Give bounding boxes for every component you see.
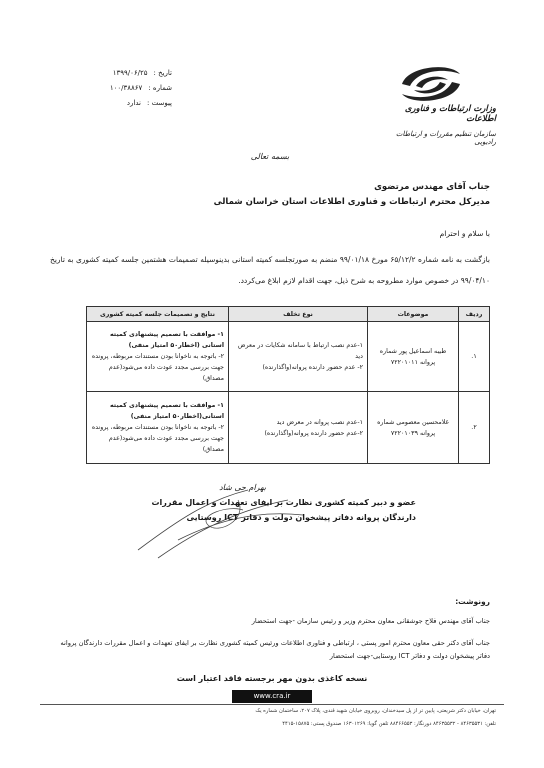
- letter-body: بازگشت به نامه شماره ۶۵/۱۲/۲ مورخ ۹۹/۰۱/۱۸ منضم به صورتجلسه کمیته استانی بدینوسیله تصمیمات هشتمین جلسه کمیته کشوری به تاریخ ۹۹/۰۴/۱۰ در خصوص موارد مطروحه به شرح ذیل، جهت اقدام لازم ابلاغ می‌کردد.: [50, 255, 490, 285]
- signatory-title: عضو و دبیر کمیته کشوری نظارت بر ایفای تعهدات و اعمال مقررات: [151, 498, 416, 507]
- result-item: ۲- باتوجه به ناخوانا بودن مستندات مربوطه، پرونده جهت بررسی مجدد عودت داده می‌شود(عدم مصداق): [91, 353, 224, 382]
- header-results: نتایج و تصمیمات جلسه کمیته کشوری: [87, 307, 229, 322]
- cc-line: جناب آقای مهندس فلاح جوشقانی معاون محترم وزیر و رئیس سازمان -جهت استحضار: [251, 617, 490, 625]
- organization-logo-icon: [392, 60, 470, 110]
- basmala: بسمه تعالی: [250, 152, 290, 161]
- footer-contacts: تلفن: ۸۴۶۳۵۵۳۱ - ۸۴۶۳۵۵۳۲ دورنگار: ۸۸۴۶۶۵۵۳ تلفن گویا: ۱۶۳۰۱۲۶۹ صندوق پستی: ۱۵۸۷۵-۴۴۱۵: [282, 721, 496, 727]
- table-row: [87, 392, 490, 464]
- violation-item: ۱-عدم نصب پروانه در معرض دید: [276, 418, 363, 426]
- footer-address: تهران، خیابان دکتر شریعتی، پایین تر از پل سیدخندان، روبروی خیابان شهید قندی، پلاک ۲۰۷، ساختمان شماره یک: [255, 708, 496, 714]
- letter-meta: [62, 66, 172, 111]
- cc-line: جناب آقای دکتر حقی معاون محترم امور پستی ، ارتباطی و فناوری اطلاعات ورئیس کمیته کشوری نظارت بر ایفای تعهدات و اعمال مقررات دارندگان پروانه دفاتر پیشخوان دولت و دفاتر ICT روستایی-جهت استحضار: [60, 639, 490, 660]
- result-item: ۲- باتوجه به ناخوانا بودن مستندات مربوطه، پرونده جهت بررسی مجدد عودت داده می‌شود(عدم مصداق): [91, 424, 224, 453]
- signatory-name: بهرام حی شاد: [219, 483, 266, 492]
- ministry-name: وزارت ارتباطات و فناوری اطلاعات: [404, 104, 496, 124]
- addressee-name: جناب آقای مهندس مرتضوی: [374, 182, 490, 192]
- row-results: [87, 392, 229, 464]
- organization-name: سازمان تنظیم مقررات و ارتباطات رادیویی: [395, 130, 496, 146]
- violation-item: ۲-عدم حضور دارنده پروانه(واگذارنده): [264, 429, 363, 437]
- row-results: [87, 322, 229, 392]
- cc-title: رونوشت:: [455, 597, 490, 606]
- date-label: تاریخ :: [153, 69, 172, 77]
- row-topic: طیبه اسماعیل پور شماره پروانه ۷۲۲۰۱۰۱۱: [368, 322, 459, 392]
- row-violations: [229, 322, 368, 392]
- attachment-label: پیوست :: [147, 99, 172, 107]
- number-label: شماره :: [148, 84, 172, 92]
- table-header-row: [87, 307, 490, 322]
- row-topic: غلامحسین معصومی شماره پروانه ۷۲۲۰۱۰۳۹: [368, 392, 459, 464]
- validity-notice: نسخه کاغذی بدون مهر برجسته فاقد اعتبار است: [176, 674, 368, 683]
- greeting: با سلام و احترام: [439, 229, 490, 238]
- addressee-title: مدیرکل محترم ارتباطات و فناوری اطلاعات استان خراسان شمالی: [213, 197, 490, 207]
- header-topic: موضوعات: [368, 307, 459, 322]
- row-violations: [229, 392, 368, 464]
- header-no: ردیف: [459, 307, 490, 322]
- date-value: ۱۳۹۹/۰۶/۲۵: [112, 69, 148, 77]
- footer-divider: [40, 704, 504, 705]
- signature-block: [126, 480, 416, 525]
- signatory-title: دارندگان پروانه دفاتر پیشخوان دولت و دفاتر ICT روستایی: [186, 513, 416, 522]
- table-row: [87, 322, 490, 392]
- result-item: ۱- موافقت با تصمیم پیشنهادی کمیته استانی (اخطار۵۰ امتیاز منفی): [109, 331, 224, 349]
- attachment-value: ندارد: [126, 99, 141, 107]
- rulings-table: [86, 306, 490, 464]
- violation-item: ۲- عدم حضور دارنده پروانه(واگذارنده): [262, 364, 363, 371]
- number-value: ۱۰۰/۳۸۸۶۷: [109, 84, 143, 92]
- addressee: [50, 180, 490, 210]
- row-no: ۱.: [459, 322, 490, 392]
- violation-item: ۱-عدم نصب ارتباط با سامانه شکایات در معرض دید: [237, 342, 363, 360]
- letterhead: [376, 104, 496, 146]
- header-violation: نوع تخلف: [229, 307, 368, 322]
- row-no: ۲.: [459, 392, 490, 464]
- website-url[interactable]: www.cra.ir: [232, 690, 312, 703]
- result-item: ۱- موافقت با تصمیم پیشنهادی کمیته استانی(اخطار۵۰ امتیاز منفی): [109, 402, 224, 420]
